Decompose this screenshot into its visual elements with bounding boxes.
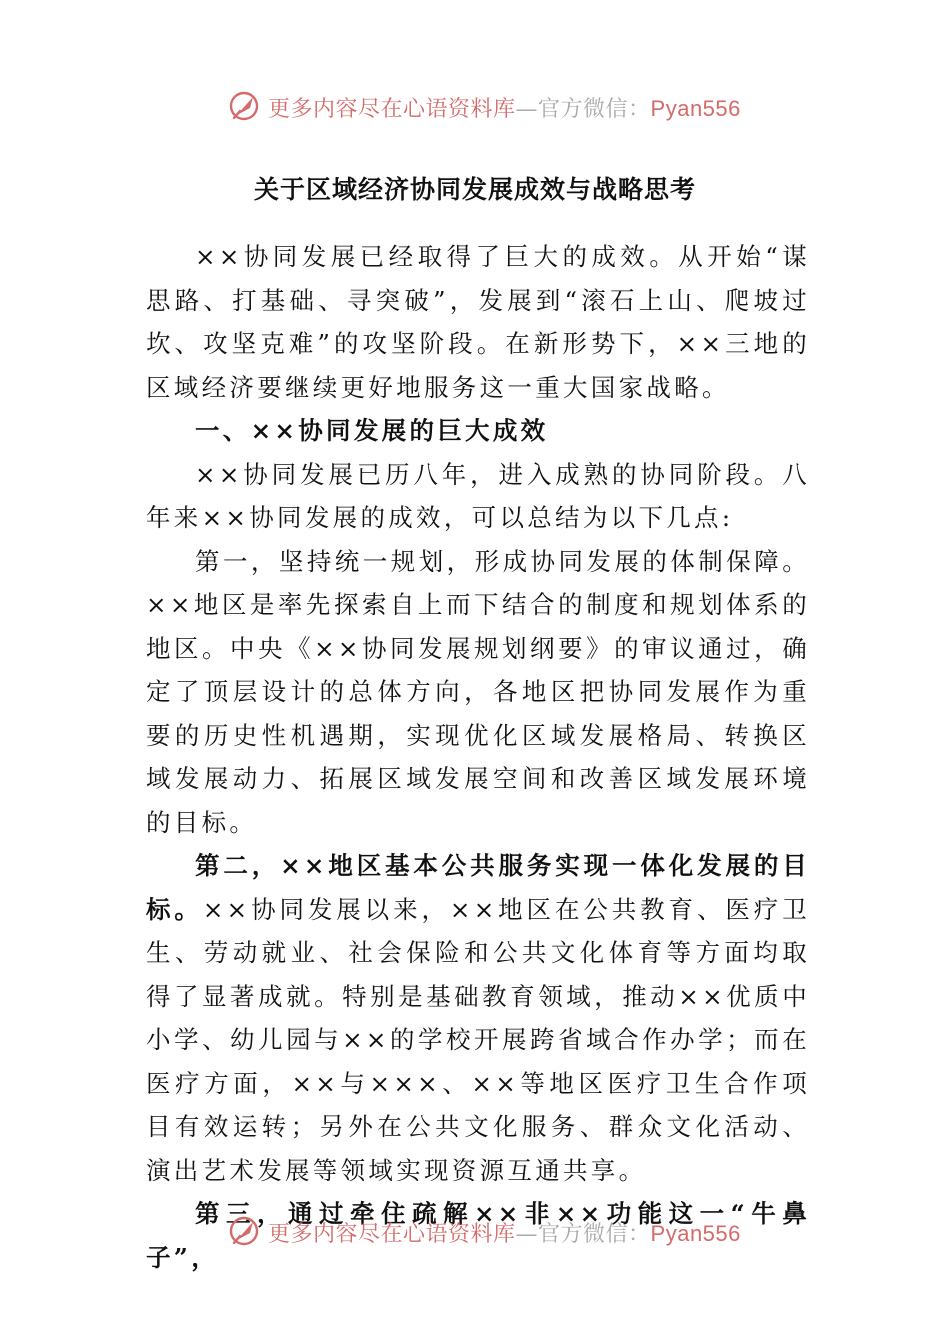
watermark-text bbox=[268, 92, 741, 123]
watermark-id: Pyan556 bbox=[650, 1221, 741, 1246]
section-heading-1: 一、××协同发展的巨大成效 bbox=[195, 416, 549, 445]
watermark-text bbox=[268, 1217, 741, 1248]
document-body bbox=[146, 235, 810, 1279]
watermark-label: 官方微信： bbox=[538, 1222, 651, 1247]
paragraph-point-2 bbox=[146, 844, 810, 1192]
paragraph-overview: ××协同发展已历八年，进入成熟的协同阶段。八年来××协同发展的成效，可以总结为以下几点: bbox=[146, 459, 810, 532]
watermark-label: 官方微信： bbox=[538, 97, 651, 122]
point-2-lead: 第二，××地区基本公共服务实现一体化发展的目标。 bbox=[146, 851, 810, 924]
paragraph-intro: ××协同发展已经取得了巨大的成效。从开始“谋思路、打基础、寻突破”，发展到“滚石上山、爬坡过坎、攻坚克难”的攻坚阶段。在新形势下，××三地的区域经济要继续更好地服务这一重大国家战略。 bbox=[146, 242, 810, 402]
watermark-dash: — bbox=[515, 97, 539, 122]
watermark-id: Pyan556 bbox=[650, 96, 741, 121]
watermark-dash: — bbox=[515, 1222, 539, 1247]
quill-logo-icon bbox=[226, 1213, 262, 1249]
paragraph-point-3: 第三，通过牵住疏解××非××功能这一“牛鼻子”， bbox=[146, 1199, 810, 1272]
watermark-brand: 更多内容尽在心语资料库 bbox=[268, 97, 516, 122]
paragraph-point-1: 第一，坚持统一规划，形成协同发展的体制保障。××地区是率先探索自上而下结合的制度和规划体系的地区。中央《××协同发展规划纲要》的审议通过，确定了顶层设计的总体方向，各地区把协同发展作为重要的历史性机遇期，实现优化区域发展格局、转换区域发展动力、拓展区域发展空间和改善区域发展环境的目标。 bbox=[146, 546, 810, 837]
watermark-footer bbox=[0, 1211, 950, 1251]
watermark-brand: 更多内容尽在心语资料库 bbox=[268, 1222, 516, 1247]
quill-logo-icon bbox=[226, 88, 262, 124]
point-2-body: ××协同发展以来，××地区在公共教育、医疗卫生、劳动就业、社会保险和公共文化体育等方面均取得了显著成就。特别是基础教育领域，推动××优质中小学、幼儿园与××的学校开展跨省域合作办学；而在医疗方面，××与×××、××等地区医疗卫生合作项目有效运转；另外在公共文化服务、群众文化活动、演出艺术发展等领域实现资源互通共享。 bbox=[146, 894, 810, 1185]
watermark-header bbox=[0, 86, 950, 126]
document-title: 关于区域经济协同发展成效与战略思考 bbox=[253, 175, 696, 204]
